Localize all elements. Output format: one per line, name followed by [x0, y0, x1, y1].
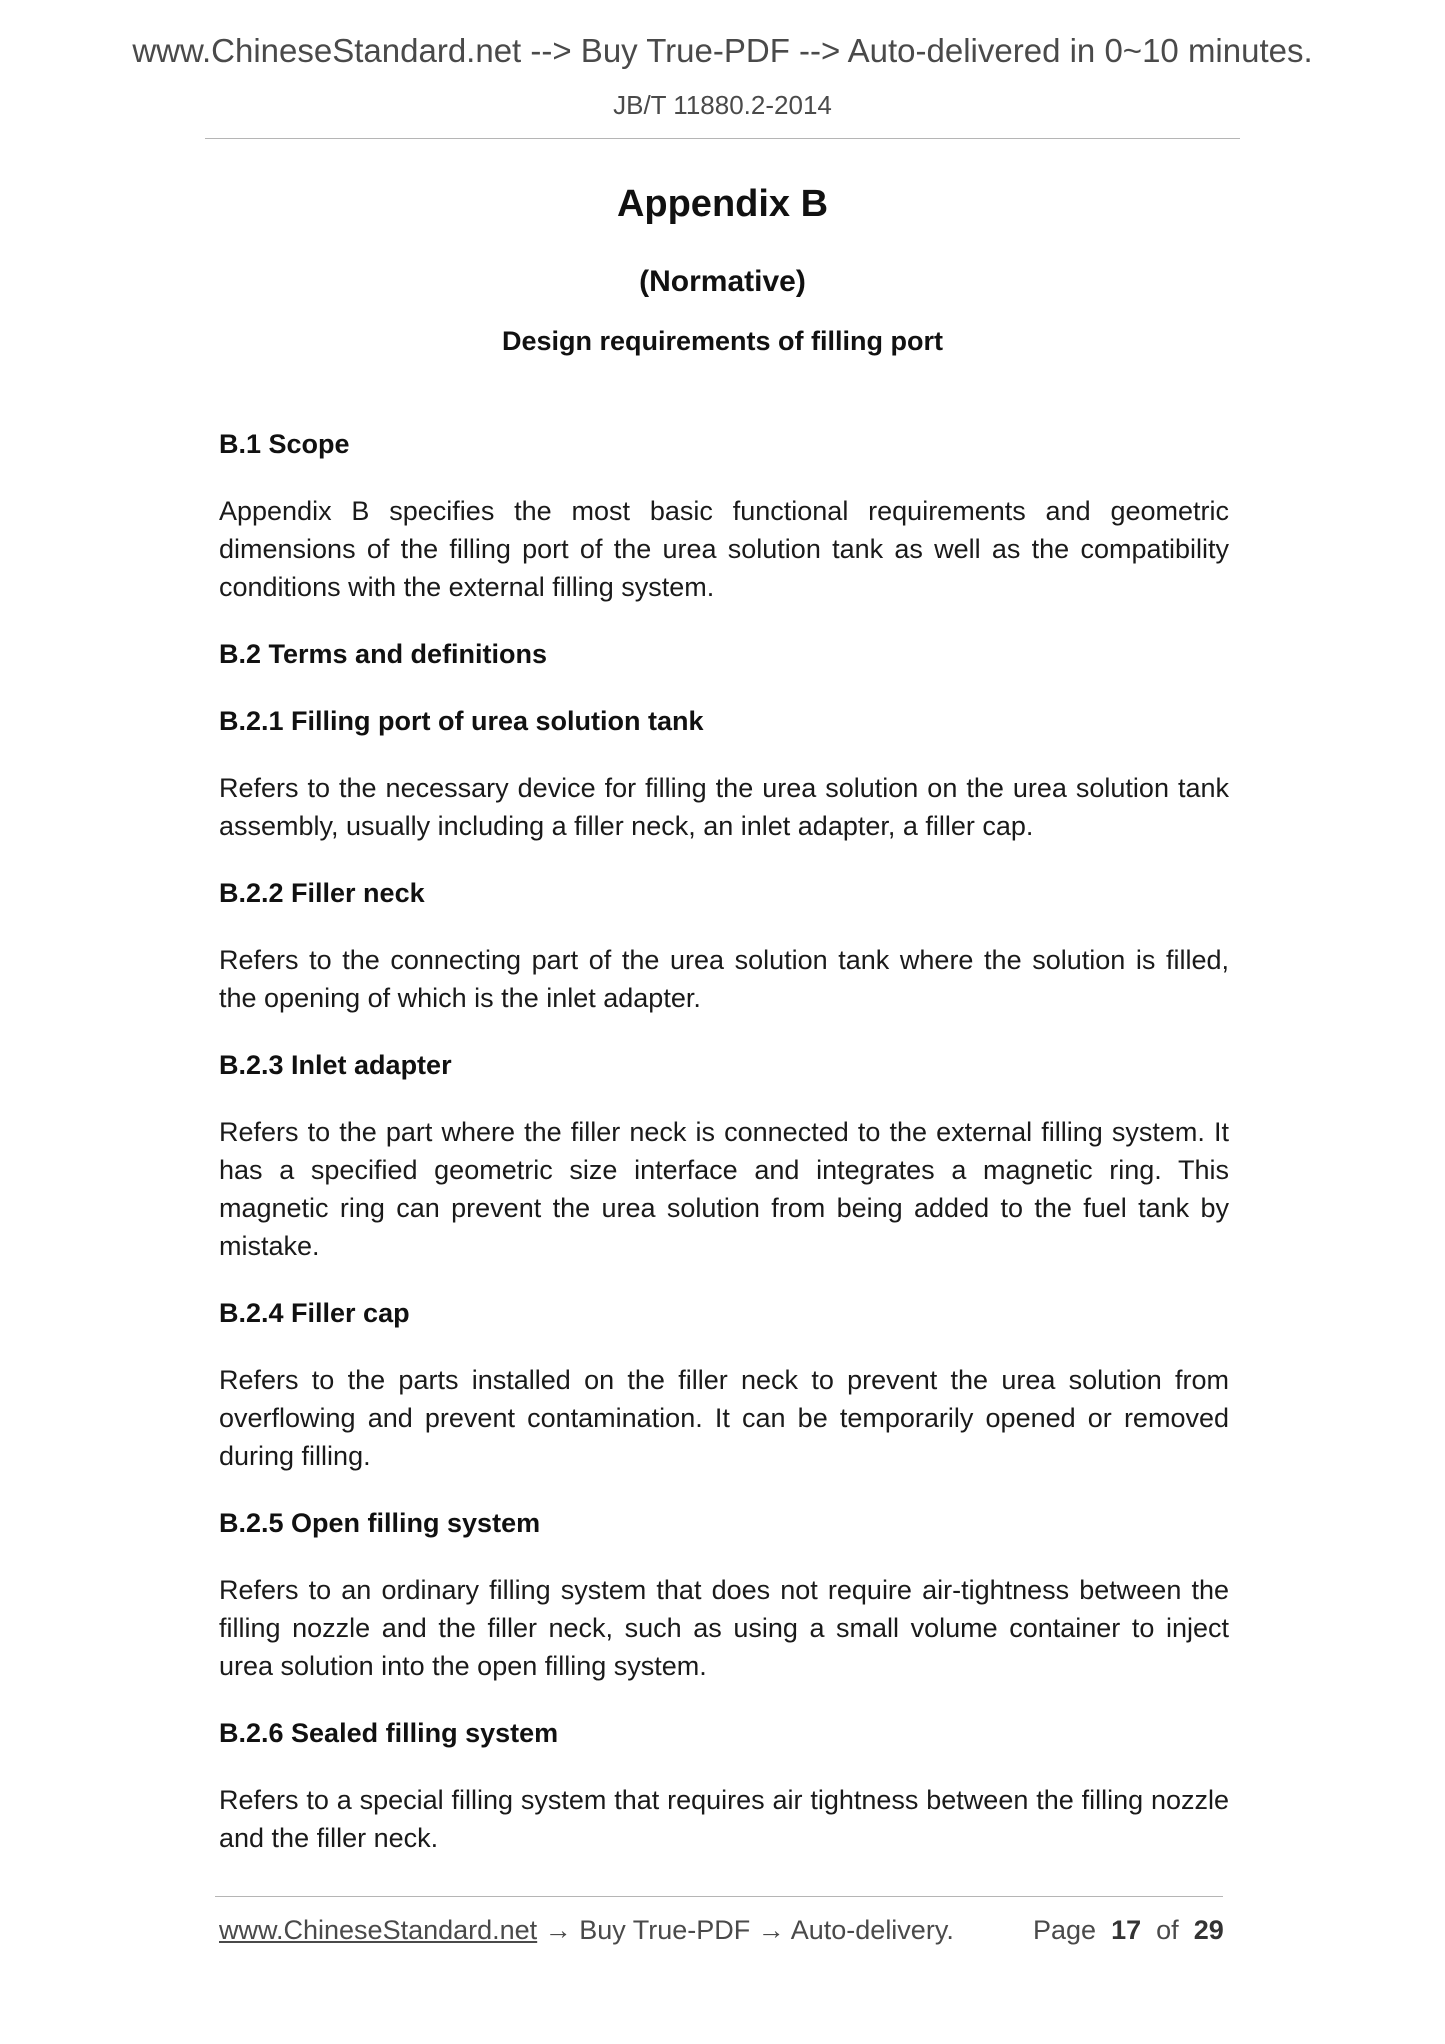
- section-heading-b1: B.1 Scope: [219, 429, 350, 459]
- footer-promo: [219, 1915, 954, 1946]
- top-banner: www.ChineseStandard.net --> Buy True-PDF --> Auto-delivered in 0~10 minutes.: [132, 32, 1313, 69]
- section-heading-b2-3: B.2.3 Inlet adapter: [219, 1050, 452, 1080]
- appendix-type: (Normative): [639, 265, 806, 298]
- document-code: JB/T 11880.2-2014: [613, 90, 832, 120]
- section-heading-b2-6: B.2.6 Sealed filling system: [219, 1718, 559, 1748]
- header-divider: [205, 138, 1240, 139]
- page-current: 17: [1111, 1915, 1142, 1945]
- section-body-b2-5: Refers to an ordinary filling system that does not require air-tightness between the filling nozzle and the filler neck, such as using a small volume container to inject urea solution into the open filling system.: [219, 1575, 1229, 1681]
- page-total: 29: [1193, 1915, 1224, 1945]
- section-body-b2-1: Refers to the necessary device for filling the urea solution on the urea solution tank assembly, usually including a filler neck, an inlet adapter, a filler cap.: [219, 773, 1229, 841]
- document-body: [219, 425, 1229, 1886]
- footer-divider: [215, 1896, 1223, 1897]
- section-heading-b2-1: B.2.1 Filling port of urea solution tank: [219, 706, 704, 736]
- appendix-title: Appendix B: [616, 183, 829, 225]
- footer-website-link[interactable]: www.ChineseStandard.net: [219, 1915, 538, 1945]
- page-label: Page: [1033, 1915, 1097, 1945]
- section-heading-b2: B.2 Terms and definitions: [219, 639, 548, 669]
- footer-tagline: → Buy True-PDF → Auto-delivery.: [537, 1915, 954, 1945]
- section-heading-b2-4: B.2.4 Filler cap: [219, 1298, 410, 1328]
- page-indicator: [1033, 1915, 1224, 1946]
- appendix-caption: Design requirements of filling port: [501, 326, 944, 356]
- section-body-b2-3: Refers to the part where the filler neck is connected to the external filling system. It has a specified geometric size interface and integrates a magnetic ring. This magnetic ring can prevent the urea solution from being added to the fuel tank by mistake.: [219, 1117, 1229, 1261]
- section-body-b2-2: Refers to the connecting part of the urea solution tank where the solution is filled, the opening of which is the inlet adapter.: [219, 945, 1229, 1013]
- section-heading-b2-5: B.2.5 Open filling system: [219, 1508, 541, 1538]
- section-body-b2-6: Refers to a special filling system that requires air tightness between the filling nozzle and the filler neck.: [219, 1785, 1229, 1853]
- section-body-b1: Appendix B specifies the most basic functional requirements and geometric dimensions of the filling port of the urea solution tank as well as the compatibility conditions with the external filling system.: [219, 496, 1229, 602]
- page-of-label: of: [1156, 1915, 1179, 1945]
- section-body-b2-4: Refers to the parts installed on the filler neck to prevent the urea solution from overflowing and prevent contamination. It can be temporarily opened or removed during filling.: [219, 1365, 1229, 1471]
- section-heading-b2-2: B.2.2 Filler neck: [219, 878, 425, 908]
